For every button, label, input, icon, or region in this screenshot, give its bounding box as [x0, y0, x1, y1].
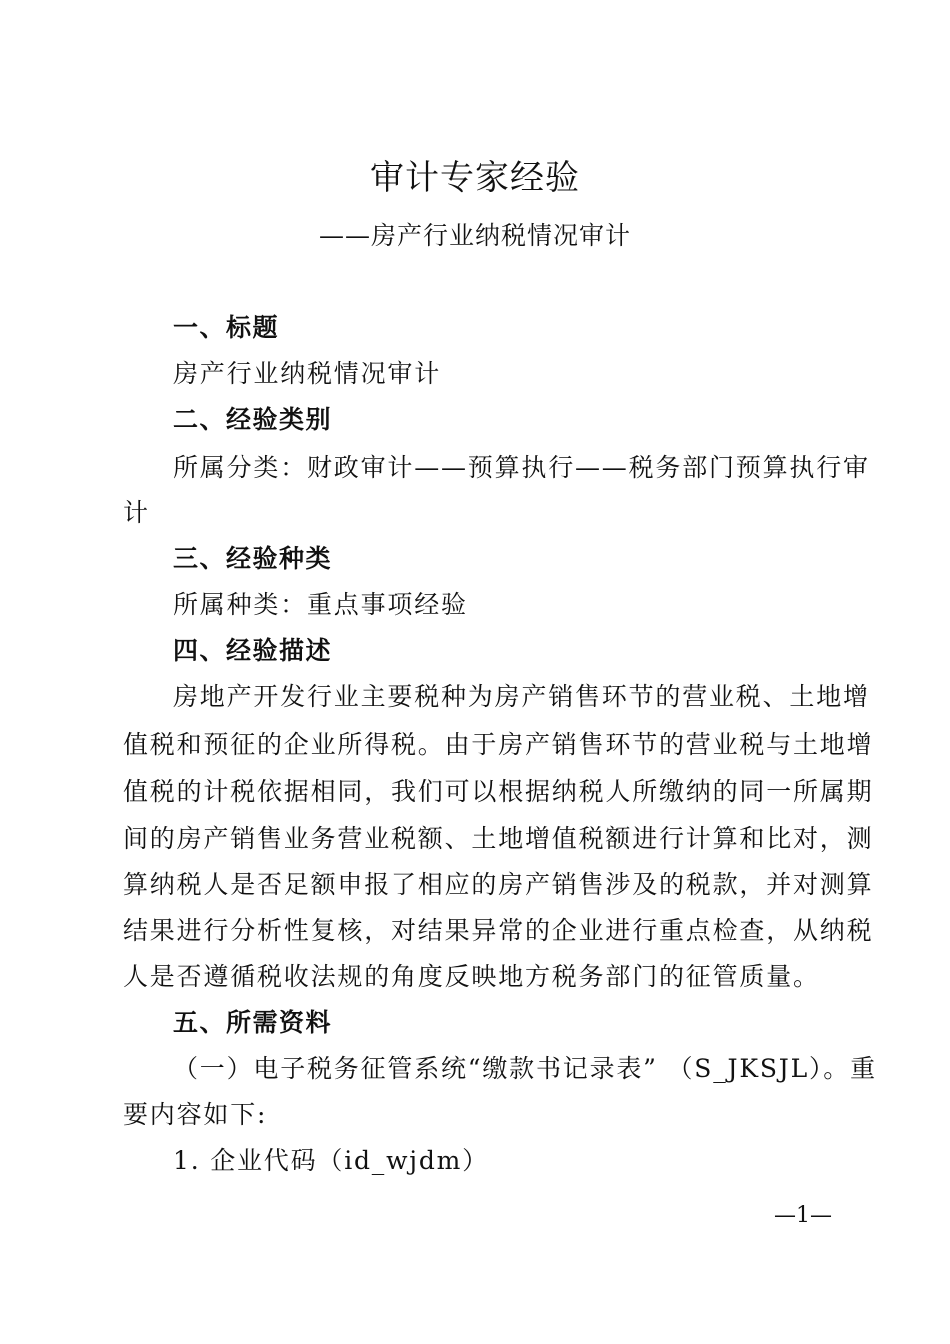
page-number: —1— [774, 1203, 832, 1228]
section-body-category-line-1: 所属分类：财政审计——预算执行——税务部门预算执行审 [173, 453, 870, 482]
description-line-5: 算纳税人是否足额申报了相应的房产销售涉及的税款，并对测算 [123, 870, 874, 899]
section-body-type: 所属种类：重点事项经验 [173, 590, 468, 619]
description-line-1: 房地产开发行业主要税种为房产销售环节的营业税、土地增 [173, 682, 870, 711]
section-heading-type: 三、经验种类 [173, 544, 333, 573]
description-line-6: 结果进行分析性复核，对结果异常的企业进行重点检查，从纳税 [123, 916, 874, 945]
materials-line-2: 要内容如下: [123, 1100, 268, 1129]
materials-line-1: （一）电子税务征管系统“缴款书记录表” （S_JKSJL）。重 [173, 1054, 877, 1083]
section-body-category-line-2: 计 [123, 498, 150, 527]
description-line-4: 间的房产销售业务营业税额、土地增值税额进行计算和比对，测 [123, 824, 874, 853]
document-title: 审计专家经验 [370, 158, 580, 198]
materials-item-1: 1. 企业代码（id_wjdm） [173, 1146, 489, 1175]
description-line-3: 值税的计税依据相同，我们可以根据纳税人所缴纳的同一所属期 [123, 777, 874, 806]
document-subtitle: ——房产行业纳税情况审计 [318, 221, 631, 250]
description-line-7: 人是否遵循税收法规的角度反映地方税务部门的征管质量。 [123, 962, 820, 991]
description-line-2: 值税和预征的企业所得税。由于房产销售环节的营业税与土地增 [123, 730, 874, 759]
section-heading-description: 四、经验描述 [173, 636, 333, 665]
section-heading-title: 一、标题 [173, 313, 280, 342]
section-heading-materials: 五、所需资料 [173, 1008, 333, 1037]
section-heading-category: 二、经验类别 [173, 405, 333, 434]
section-body-title: 房产行业纳税情况审计 [173, 359, 442, 388]
